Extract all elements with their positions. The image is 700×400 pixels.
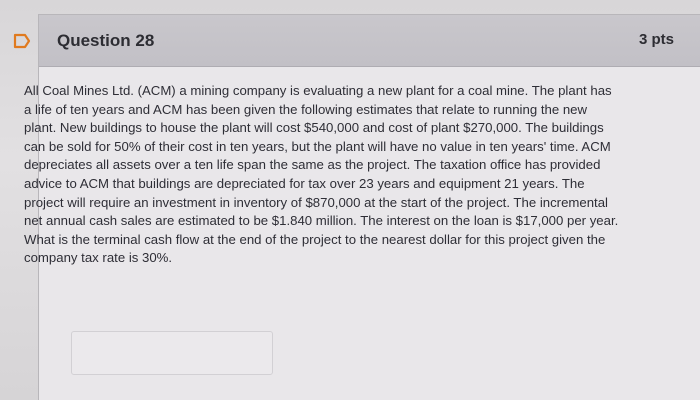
question-points: 3 pts [638,31,674,48]
question-header [39,15,700,67]
question-title: Question 28 [57,31,155,50]
bookmark-flag-icon[interactable] [13,33,31,49]
answer-input[interactable] [71,331,273,375]
question-text: All Coal Mines Ltd. (ACM) a mining company is evaluating a new plant for a coal mine. The plant has a life of ten years and ACM has been given the following estimates that relate to running the new plant. New buildings to house the plant will cost $540,000 and cost of plant $270,000. The buildings can be sold for 50% of their cost in ten years, but the plant will have no value in ten years' time. ACM depreciates all assets over a ten life span the same as the project. The taxation office has provided advice to ACM that buildings are depreciated for tax over 23 years and equipment 21 years. The project will require an investment in inventory of $870,000 at the start of the project. The incremental net annual cash sales are estimated to be $1.840 million. The interest on the loan is $17,000 per year. What is the terminal cash flow at the end of the project to the nearest dollar for this project given the company tax rate is 30%. [24,83,619,266]
